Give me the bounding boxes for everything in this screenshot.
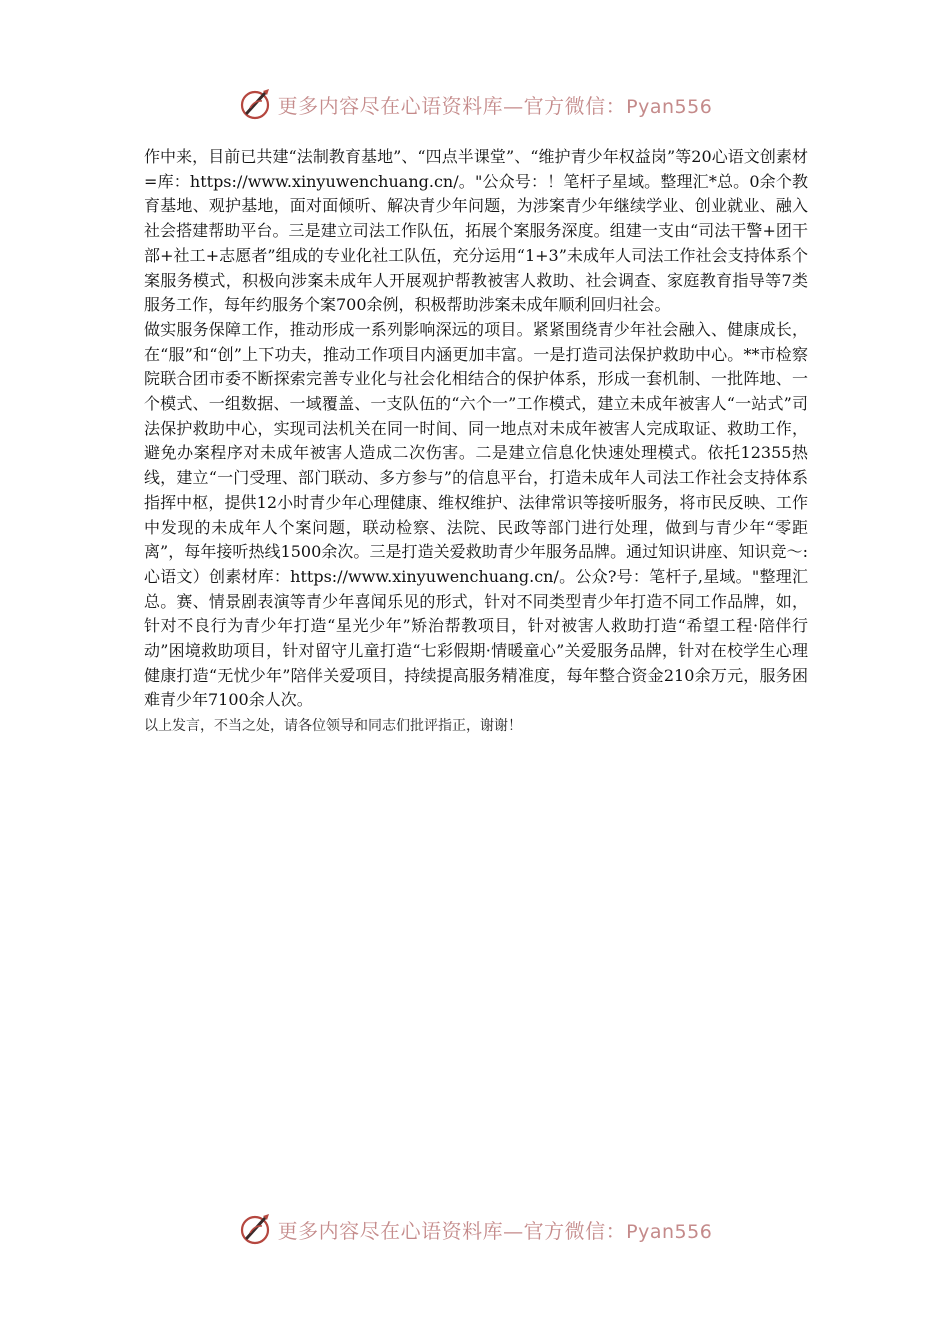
footer-banner xyxy=(0,1209,950,1249)
banner-text: 更多内容尽在心语资料库—官方微信：Pyan556 xyxy=(277,93,713,118)
header-banner xyxy=(0,84,950,124)
body-paragraph-2: 做实服务保障工作，推动形成一系列影响深远的项目。紧紧围绕青少年社会融入、健康成长，在“服”和“创”上下功夫，推动工作项目内涵更加丰富。一是打造司法保护救助中心。**市检察院联合团市委不断探索完善专业化与社会化相结合的保护体系，形成一套机制、一批阵地、一个模式、一组数据、一域覆盖、一支队伍的“六个一”工作模式，建立未成年被害人“一站式”司法保护救助中心，实现司法机关在同一时间、同一地点对未成年被害人完成取证、救助工作，避免办案程序对未成年被害人造成二次伤害。二是建立信息化快速处理模式。依托12355热线，建立“一门受理、部门联动、多方参与”的信息平台，打造未成年人司法工作社会支持体系指挥中枢，提供12小时青少年心理健康、维权维护、法律常识等接听服务，将市民反映、工作中发现的未成年人个案问题，联动检察、法院、民政等部门进行处理，做到与青少年“零距离”，每年接听热线1500余次。三是打造关爱救助青少年服务品牌。通过知识讲座、知识竞～:心语文）创素材库：https://www.xinyuwenchuang.cn/。公众?号：笔杆子,星域。"整理汇总。赛、情景剧表演等青少年喜闻乐见的形式，针对不同类型青少年打造不同工作品牌，如，针对不良行为青少年打造“星光少年”矫治帮教项目，针对被害人救助打造“希望工程·陪伴行动”困境救助项目，针对留守儿童打造“七彩假期·情暖童心”关爱服务品牌，针对在校学生心理健康打造“无忧少年”陪伴关爱项目，持续提高服务精准度，每年整合资金210余万元，服务困难青少年7100余人次。 xyxy=(144,319,808,710)
document-body xyxy=(144,145,808,737)
banner-text: 更多内容尽在心语资料库—官方微信：Pyan556 xyxy=(277,1218,713,1243)
wechat-id: Pyan556 xyxy=(626,95,713,118)
body-paragraph-1: 作中来，目前已共建“法制教育基地”、“四点半课堂”、“维护青少年权益岗”等20心语文创素材=库：https://www.xinyuwenchuang.cn/。"公众号：！笔杆子星域。整理汇*总。0余个教育基地、观护基地，面对面倾听、解决青少年问题，为涉案青少年继续学业、创业就业、融入社会搭建帮助平台。三是建立司法工作队伍，拓展个案服务深度。组建一支由“司法干警+团干部+社工+志愿者”组成的专业化社工队伍，充分运用“1+3”未成年人司法工作社会支持体系个案服务模式，积极向涉案未成年人开展观护帮教被害人救助、社会调查、家庭教育指导等7类服务工作，每年约服务个案700余例，积极帮助涉案未成年顺利回归社会。 xyxy=(144,147,808,315)
pen-logo-icon xyxy=(238,1211,274,1247)
closing-remark: 以上发言，不当之处，请各位领导和同志们批评指正，谢谢！ xyxy=(144,718,522,735)
pen-logo-icon xyxy=(238,86,274,122)
wechat-id: Pyan556 xyxy=(626,1220,713,1243)
